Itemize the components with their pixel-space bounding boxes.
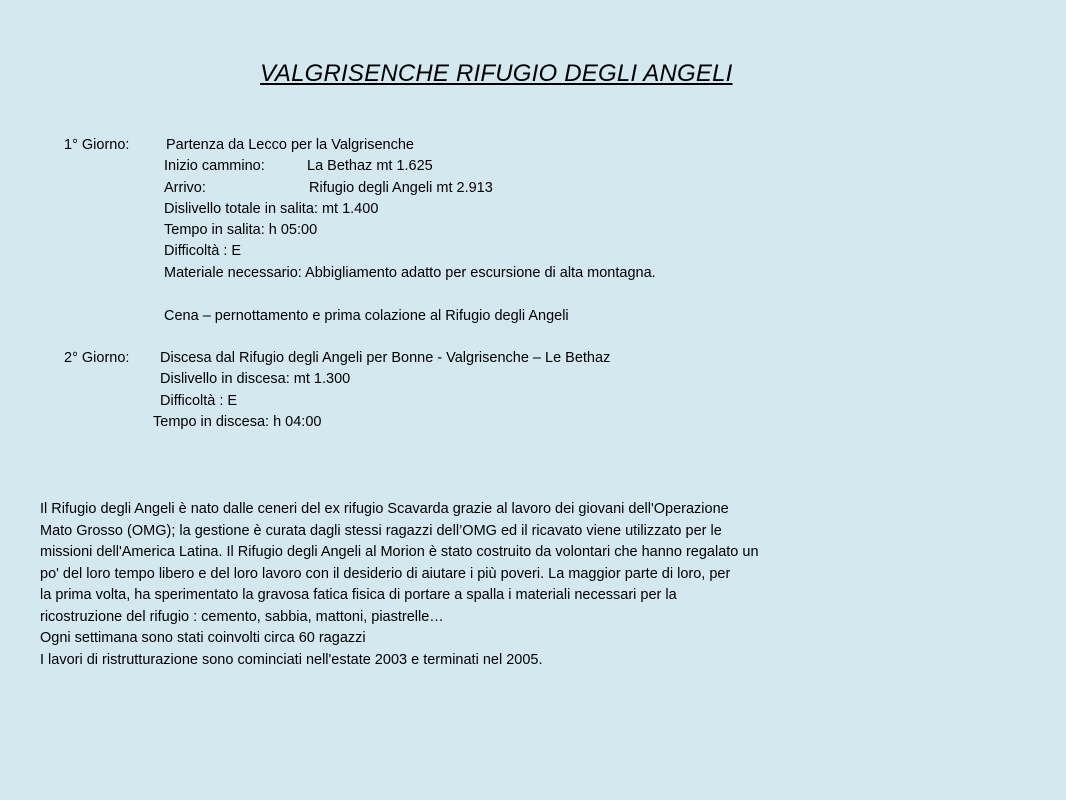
description-line: ricostruzione del rifugio : cemento, sabbia, mattoni, piastrelle…: [40, 609, 444, 625]
day2-descent: Discesa dal Rifugio degli Angeli per Bonne - Valgrisenche – Le Bethaz: [160, 350, 611, 366]
page-title: VALGRISENCHE RIFUGIO DEGLI ANGELI: [260, 60, 733, 87]
description-line: Ogni settimana sono stati coinvolti circa 60 ragazzi: [40, 630, 366, 646]
day1-arrival-value: Rifugio degli Angeli mt 2.913: [309, 180, 493, 196]
day1-label: 1° Giorno:: [64, 137, 130, 153]
day1-dinner: Cena – pernottamento e prima colazione al Rifugio degli Angeli: [164, 308, 569, 324]
day1-start-label: Inizio cammino:: [164, 158, 265, 174]
day2-difficulty: Difficoltà : E: [160, 393, 238, 409]
day1-difficulty: Difficoltà : E: [164, 243, 242, 259]
description-line: po' del loro tempo libero e del loro lavoro con il desiderio di aiutare i più poveri. La maggior parte di loro, per: [40, 566, 731, 582]
day1-equipment: Materiale necessario: Abbigliamento adatto per escursione di alta montagna.: [164, 265, 656, 281]
description-line: la prima volta, ha sperimentato la gravosa fatica fisica di portare a spalla i materiali necessari per la: [40, 587, 677, 603]
day1-elevation-gain: Dislivello totale in salita: mt 1.400: [164, 201, 379, 217]
day2-label: 2° Giorno:: [64, 350, 130, 366]
description-line: Il Rifugio degli Angeli è nato dalle ceneri del ex rifugio Scavarda grazie al lavoro dei giovani dell'Operazione: [40, 501, 729, 517]
day2-elevation-loss: Dislivello in discesa: mt 1.300: [160, 371, 351, 387]
day2-descent-time: Tempo in discesa: h 04:00: [153, 414, 322, 430]
day1-ascent-time: Tempo in salita: h 05:00: [164, 222, 318, 238]
day1-departure: Partenza da Lecco per la Valgrisenche: [166, 137, 414, 153]
description-line: missioni dell'America Latina. Il Rifugio degli Angeli al Morion è stato costruito da volontari che hanno regalato un: [40, 544, 759, 560]
day1-start-value: La Bethaz mt 1.625: [307, 158, 433, 174]
description-line: I lavori di ristrutturazione sono cominciati nell'estate 2003 e terminati nel 2005.: [40, 652, 543, 668]
day1-arrival-label: Arrivo:: [164, 180, 206, 196]
description-line: Mato Grosso (OMG); la gestione è curata dagli stessi ragazzi dell’OMG ed il ricavato viene utilizzato per le: [40, 523, 722, 539]
